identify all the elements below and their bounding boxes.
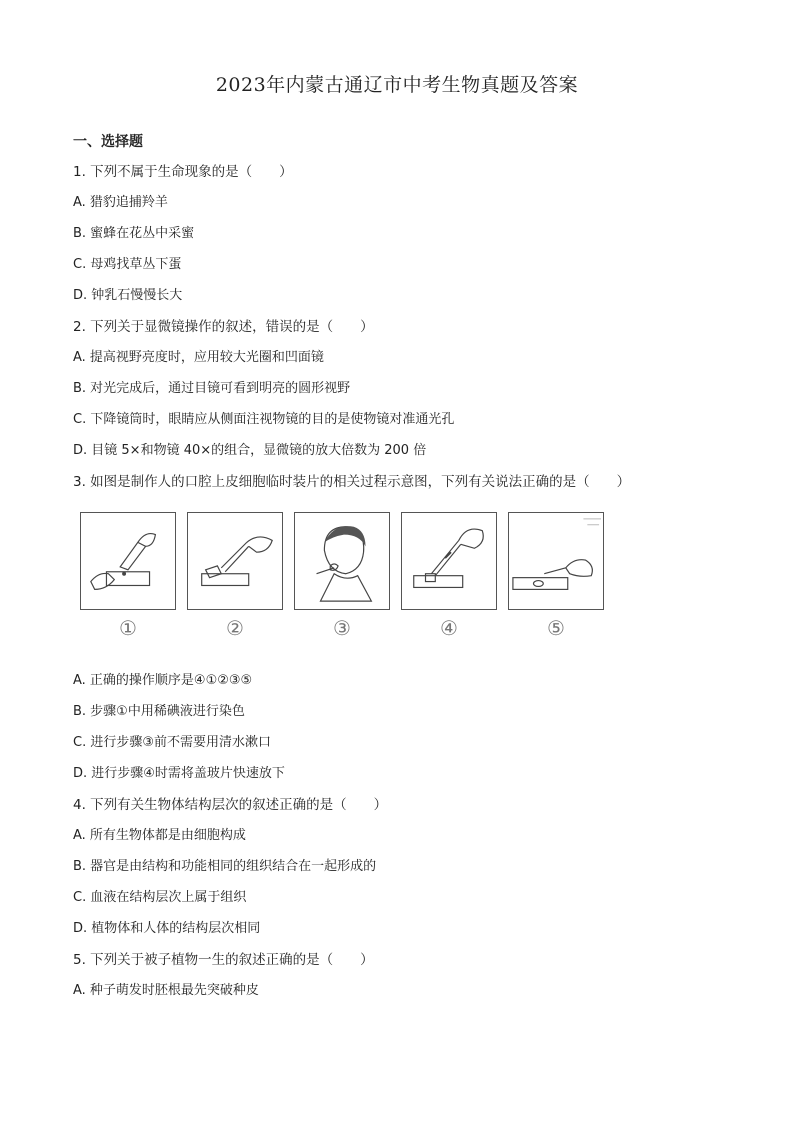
staining-illustration xyxy=(509,513,603,609)
figure-panel-2 xyxy=(187,512,283,610)
procedure-figure xyxy=(80,512,620,652)
q3-option-c: C. 进行步骤③前不需要用清水漱口 xyxy=(73,735,271,750)
figure-panel-3 xyxy=(294,512,390,610)
figure-label-5: ⑤ xyxy=(547,616,565,640)
coverslip-lowering-illustration xyxy=(402,513,496,609)
page-title: 2023年内蒙古通辽市中考生物真题及答案 xyxy=(215,74,579,96)
question-3-stem: 3. 如图是制作人的口腔上皮细胞临时装片的相关过程示意图，下列有关说法正确的是（ ） xyxy=(73,474,631,490)
q3-option-a: A. 正确的操作顺序是④①②③⑤ xyxy=(73,673,253,688)
q4-option-d: D. 植物体和人体的结构层次相同 xyxy=(73,921,261,936)
q3-option-d: D. 进行步骤④时需将盖玻片快速放下 xyxy=(73,766,285,781)
tweezers-on-slide-illustration xyxy=(188,513,282,609)
q2-option-a: A. 提高视野亮度时，应用较大光圈和凹面镜 xyxy=(73,350,324,365)
section-heading: 一、选择题 xyxy=(73,134,143,150)
dropper-on-slide-illustration xyxy=(81,513,175,609)
q4-option-b: B. 器官是由结构和功能相同的组织结合在一起形成的 xyxy=(73,859,377,874)
q1-option-b: B. 蜜蜂在花丛中采蜜 xyxy=(73,226,195,241)
figure-panel-5 xyxy=(508,512,604,610)
figure-label-4: ④ xyxy=(440,616,458,640)
figure-label-3: ③ xyxy=(333,616,351,640)
figure-label-1: ① xyxy=(119,616,137,640)
q5-option-a: A. 种子萌发时胚根最先突破种皮 xyxy=(73,983,259,998)
q1-option-d: D. 钟乳石慢慢长大 xyxy=(73,288,183,303)
q2-option-c: C. 下降镜筒时，眼睛应从侧面注视物镜的目的是使物镜对准通光孔 xyxy=(73,412,455,427)
question-4-stem: 4. 下列有关生物体结构层次的叙述正确的是（ ） xyxy=(73,797,388,813)
figure-label-2: ② xyxy=(226,616,244,640)
person-scraping-cheek-illustration xyxy=(295,513,389,609)
q3-option-b: B. 步骤①中用稀碘液进行染色 xyxy=(73,704,245,719)
question-1-stem: 1. 下列不属于生命现象的是（ ） xyxy=(73,164,293,180)
question-2-stem: 2. 下列关于显微镜操作的叙述，错误的是（ ） xyxy=(73,319,374,335)
question-5-stem: 5. 下列关于被子植物一生的叙述正确的是（ ） xyxy=(73,952,374,968)
q4-option-a: A. 所有生物体都是由细胞构成 xyxy=(73,828,246,843)
q1-option-a: A. 猎豹追捕羚羊 xyxy=(73,195,168,210)
q2-option-d: D. 目镜 5×和物镜 40×的组合，显微镜的放大倍数为 200 倍 xyxy=(73,443,427,458)
q1-option-c: C. 母鸡找草丛下蛋 xyxy=(73,257,182,272)
figure-panel-4 xyxy=(401,512,497,610)
figure-panel-1 xyxy=(80,512,176,610)
q2-option-b: B. 对光完成后，通过目镜可看到明亮的圆形视野 xyxy=(73,381,351,396)
q4-option-c: C. 血液在结构层次上属于组织 xyxy=(73,890,247,905)
